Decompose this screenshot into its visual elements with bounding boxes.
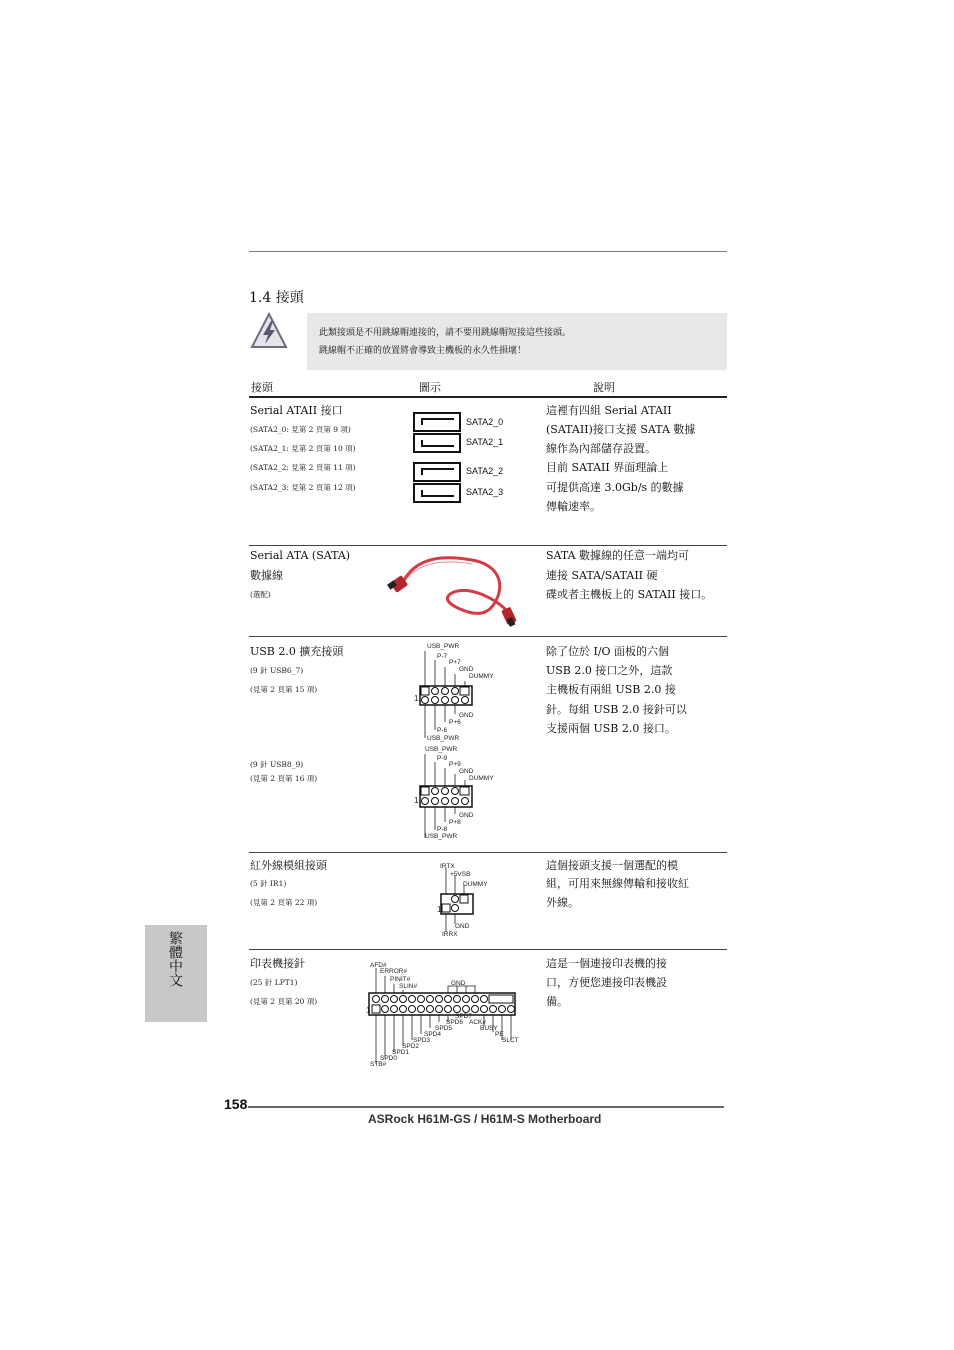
sata-port-2 (414, 463, 460, 481)
lpt-ref1: (25 針 LPT1) (250, 978, 298, 987)
sata-port-3 (414, 484, 460, 502)
header-connector: 接頭 (251, 381, 273, 394)
ir-name: 紅外線模組接頭 (250, 859, 327, 872)
sata-desc-5: 傳輸速率。 (546, 500, 601, 513)
sata-port-label-0: SATA2_0 (466, 417, 504, 427)
language-side-tab-label: 繁體中文 (167, 931, 183, 987)
sata-desc-0: 這裡有四組 Serial ATAII (546, 404, 672, 417)
sata-desc-3: 目前 SATAII 界面理論上 (546, 461, 669, 474)
cable-name-2: 數據線 (250, 569, 283, 582)
cable-desc-0: SATA 數據線的任意一端均可 (546, 549, 690, 562)
ir-pin-bot-0: GND (455, 923, 470, 930)
sata-ref-0: (SATA2_0: 見第 2 頁第 9 項) (250, 425, 351, 434)
cable-desc-2: 碟或者主機板上的 SATAII 接口。 (546, 588, 713, 601)
lpt-pin-bot-2: ACK# (469, 1019, 486, 1026)
lpt-name: 印表機接針 (250, 957, 305, 970)
usb-name: USB 2.0 擴充接頭 (250, 645, 344, 658)
usb1-pin-bot-2: P-6 (437, 727, 448, 734)
ir-pin-top-1: +5VSB (450, 871, 471, 878)
lpt-desc-2: 備。 (546, 995, 568, 1008)
header-diagram: 圖示 (419, 381, 441, 394)
lpt-pin-bot-11: SPD0 (380, 1055, 397, 1062)
sata-ref-2: (SATA2_2: 見第 2 頁第 11 項) (250, 463, 356, 472)
usb2-pin-bot-3: USB_PWR (425, 833, 458, 840)
warning-lightning-icon (249, 311, 289, 351)
lpt-pin-top-1: ERROR# (380, 968, 408, 975)
sata-port-0 (414, 413, 460, 431)
sata-desc-4: 可提供高達 3.0Gb/s 的數據 (546, 481, 684, 494)
sata-port-1 (414, 434, 460, 452)
lpt-pin-bot-4: BUSY (480, 1025, 498, 1032)
warning-line-1: 此類接頭是不用跳線帽連接的，請不要用跳線帽短接這些接頭。 (319, 328, 572, 338)
lpt-pin-bot-3: SPD5 (435, 1025, 452, 1032)
lpt-pin-bot-10: SPD1 (392, 1049, 409, 1056)
sata-ports-diagram (412, 411, 462, 503)
lpt-header-diagram (364, 962, 518, 1070)
lpt-pin-top-0: AFD# (370, 962, 387, 969)
sata-ref-3: (SATA2_3: 見第 2 頁第 12 項) (250, 483, 356, 492)
lpt-pin-bot-0: SPD7 (455, 1013, 472, 1020)
ir-pin-top-2: DUMMY (463, 881, 488, 888)
header-description: 說明 (593, 381, 615, 394)
lpt-pin-bot-6: PE (495, 1031, 504, 1038)
usb-ref1b: (見第 2 頁第 15 項) (250, 685, 318, 694)
ir-ref2: (見第 2 頁第 22 項) (250, 898, 318, 907)
ir-pin-bot-1: IRRX (442, 931, 458, 938)
ir-pin1-marker: 1 (437, 905, 442, 914)
usb1-pin-bot-3: USB_PWR (427, 735, 460, 742)
usb-ref1a: (9 針 USB6_7) (250, 666, 304, 675)
usb2-pin-bot-2: P-8 (437, 826, 448, 833)
cable-ref: (選配) (250, 590, 271, 599)
sata-cable-image (386, 556, 522, 628)
usb2-pin-top-3: GND (459, 768, 474, 775)
usb1-pin-top-4: DUMMY (469, 673, 494, 680)
row-divider-4 (249, 949, 727, 950)
lpt-pin-bot-1: SPD6 (446, 1019, 463, 1026)
lpt-pin-top-3: SLIN# (399, 983, 418, 990)
usb-desc-2: 主機板有兩組 USB 2.0 接 (546, 683, 676, 696)
lpt-pin-bot-9: SPD2 (402, 1043, 419, 1050)
sata-ref-1: (SATA2_1: 見第 2 頁第 10 項) (250, 444, 356, 453)
lpt-desc-1: 口，方便您連接印表機設 (546, 976, 667, 989)
top-rule (249, 251, 727, 252)
sata-port-label-3: SATA2_3 (466, 487, 504, 497)
ir-desc-1: 組，可用來無線傳輸和接收紅 (546, 877, 689, 890)
usb-ref2b: (見第 2 頁第 16 項) (250, 774, 318, 783)
usb2-pin-bot-0: GND (459, 812, 474, 819)
sata-port-label-2: SATA2_2 (466, 466, 504, 476)
section-title: 1.4 接頭 (249, 290, 304, 306)
lpt-pin-bot-7: SPD3 (413, 1037, 430, 1044)
usb2-pin-top-2: P+9 (449, 761, 461, 768)
sata-desc-1: (SATAII)接口支援 SATA 數據 (546, 423, 696, 436)
lpt-desc-0: 這是一個連接印表機的接 (546, 957, 667, 970)
header-rule (249, 396, 727, 398)
usb1-pin-top-2: P+7 (449, 659, 461, 666)
usb-desc-0: 除了位於 I/O 面板的六個 (546, 645, 670, 658)
usb-desc-3: 針。每組 USB 2.0 接針可以 (546, 703, 687, 716)
lpt-pin-bot-5: SPD4 (424, 1031, 441, 1038)
lpt-ref2: (見第 2 頁第 20 項) (250, 997, 318, 1006)
lpt-pin-bot-8: SLCT (502, 1037, 519, 1044)
usb1-pin-bot-1: P+6 (449, 719, 461, 726)
usb2-pin-top-0: USB_PWR (425, 746, 458, 753)
lpt-pin-top-4: GND (451, 980, 466, 987)
sata-name: Serial ATAII 接口 (250, 404, 343, 417)
usb2-pin-top-4: DUMMY (469, 775, 494, 782)
ir-desc-0: 這個接頭支援一個選配的模 (546, 859, 678, 872)
usb2-pin-bot-1: P+8 (449, 819, 461, 826)
ir-desc-2: 外線。 (546, 896, 579, 909)
usb-desc-1: USB 2.0 接口之外，這款 (546, 664, 673, 677)
usb1-pin-top-0: USB_PWR (427, 643, 460, 650)
warning-line-2: 跳線帽不正確的放置將會導致主機板的永久性損壞！ (319, 346, 527, 356)
sata-port-label-1: SATA2_1 (466, 437, 504, 447)
page-number: 158 (224, 1096, 248, 1112)
lpt-pin1-marker: 1 (366, 1006, 371, 1015)
row-divider-2 (249, 636, 727, 637)
usb-ref2a: (9 針 USB8_9) (250, 760, 304, 769)
lpt-pin-top-2: PINIT# (390, 976, 411, 983)
footer-rule (248, 1106, 724, 1108)
lpt-pin-bot-12: STB# (370, 1061, 387, 1068)
usb1-pin1-marker: 1 (414, 694, 419, 703)
usb1-pin-top-1: P-7 (437, 653, 448, 660)
warning-box (307, 313, 727, 370)
cable-name-1: Serial ATA (SATA) (250, 549, 351, 562)
usb2-pin1-marker: 1 (414, 796, 419, 805)
sata-desc-2: 線作為內部儲存設置。 (546, 442, 656, 455)
row-divider-3 (249, 852, 727, 853)
footer-product: ASRock H61M-GS / H61M-S Motherboard (368, 1112, 602, 1126)
cable-desc-1: 連接 SATA/SATAII 硬 (546, 569, 658, 582)
usb1-pin-top-3: GND (459, 666, 474, 673)
ir-ref1: (5 針 IR1) (250, 879, 287, 888)
usb2-pin-top-1: P-9 (437, 755, 448, 762)
usb-desc-4: 支援兩個 USB 2.0 接口。 (546, 722, 676, 735)
usb1-pin-bot-0: GND (459, 712, 474, 719)
ir-pin-top-0: IRTX (440, 863, 455, 870)
